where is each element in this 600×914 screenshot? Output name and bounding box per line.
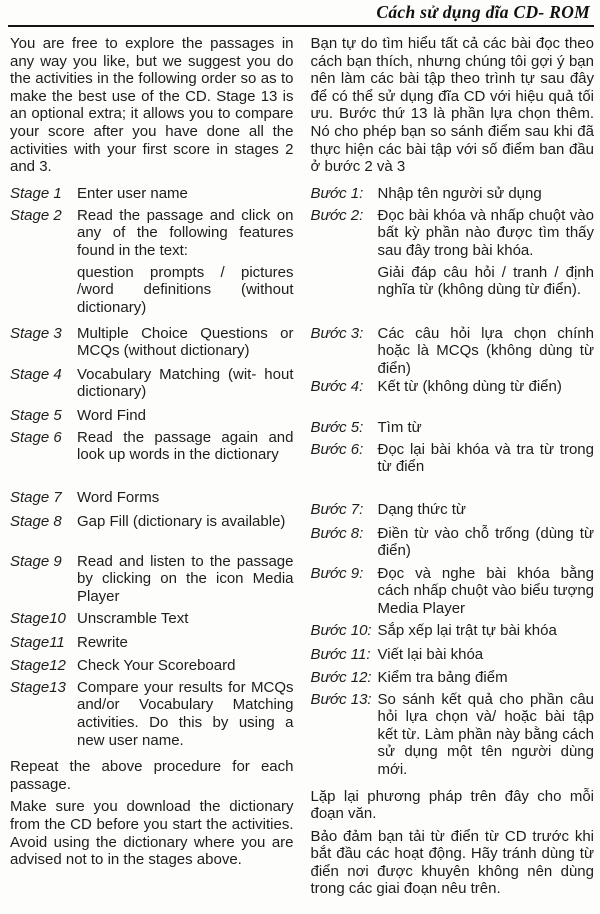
step-text: Nhập tên người sử dụng <box>377 184 542 202</box>
stage-label: Stage11 <box>10 633 65 651</box>
stage-text: Read the passage and click on any of the following features found in the text: <box>77 206 294 259</box>
english-intro-paragraph: You are free to explore the passages in any way you like, but we suggest you do the activities in the following order so as to make the best use of the CD. Stage 13 is an optional extra; it allows you to compare your score after you have done all the activities with your first score in stages 2 and 3. <box>10 35 294 176</box>
stage-label: Stage 6 <box>10 428 62 446</box>
right-column-vietnamese <box>311 35 595 903</box>
step-label: Bước 1: <box>310 184 364 202</box>
step-item <box>311 325 595 378</box>
stage-item <box>10 407 294 429</box>
step-label: Bước 6: <box>310 440 364 458</box>
stage-item <box>10 429 294 489</box>
stage-label: Stage 1 <box>10 184 62 202</box>
stage-text: Multiple Choice Questions or MCQs (without dictionary) <box>77 324 294 360</box>
step-label: Bước 2: <box>310 206 364 224</box>
stage-text: Word Forms <box>77 488 160 506</box>
stage-item <box>10 679 294 749</box>
stage-label: Stage13 <box>10 678 66 696</box>
stage-item <box>10 513 294 553</box>
step-item <box>311 378 595 419</box>
vietnamese-intro-paragraph: Bạn tự do tìm hiểu tất cả các bài đọc theo cách bạn thích, nhưng chúng tôi gợi ý bạn nên làm các bài tập theo trình tự sau đây để có thể sử dụng đĩa CD với hiệu quả tối ưu. Bước thứ 13 là phần lựa chọn thêm. Nó cho phép bạn so sánh điểm sau khi đã thực hiện các bài tập với số điểm ban đầu ở bước 2 và 3 <box>310 35 594 176</box>
step-text: Đọc lại bài khóa và tra từ trong từ điển <box>377 440 594 476</box>
step-text: Sắp xếp lại trật tự bài khóa <box>377 621 557 639</box>
step-label: Bước 3: <box>310 324 364 342</box>
step-text: Tìm từ <box>377 418 422 436</box>
step-text: Dạng thức từ <box>377 500 466 518</box>
step-label: Bước 11: <box>310 645 371 663</box>
stage-label: Stage12 <box>10 656 66 674</box>
stage-text: Rewrite <box>77 633 128 651</box>
step-item <box>311 525 595 565</box>
step-label: Bước 8: <box>310 524 364 542</box>
footer-paragraph: Make sure you download the dictionary from the CD before you start the activities. Avoid using the dictionary where you are advised not to in the stages above. <box>10 798 294 869</box>
step-item <box>311 565 595 622</box>
stage-item <box>10 489 294 513</box>
step-item <box>311 669 595 691</box>
step-item <box>311 441 595 501</box>
step-text: Kiểm tra bảng điểm <box>377 668 508 686</box>
step-text: Kết từ (không dùng từ điển) <box>377 377 562 395</box>
stage-item <box>10 657 294 679</box>
step-item <box>311 622 595 646</box>
step-item <box>311 185 595 207</box>
stage-text: Check Your Scoreboard <box>77 656 236 674</box>
footer-paragraph: Lặp lại phương pháp trên đây cho mỗi đoạn văn. <box>310 787 594 823</box>
stage-item <box>10 366 294 407</box>
stage-item <box>10 185 294 207</box>
step-text: Đọc bài khóa và nhấp chuột vào bất kỳ phần nào được tìm thấy sau đây trong bài khóa. <box>377 206 594 259</box>
step-text: So sánh kết quả cho phần câu hỏi lựa chọn và/ hoặc bài tập kết từ. Làm phần này bằng cách sử dụng một tên người dùng mới. <box>377 690 594 778</box>
step-label: Bước 9: <box>310 564 364 582</box>
header-divider <box>8 25 594 27</box>
stage-text: Read and listen to the passage by clicking on the icon Media Player <box>77 552 294 605</box>
stage-label: Stage 7 <box>10 488 62 506</box>
page-header <box>10 2 594 27</box>
step-label: Bước 12: <box>310 668 372 686</box>
stage-item <box>10 325 294 366</box>
stage-text: Word Find <box>77 406 146 424</box>
footer-paragraph: Bảo đảm bạn tải từ điển từ CD trước khi bắt đầu các hoạt động. Hãy tránh dùng từ điển nơi được khuyên không nên dùng trong các giai đoạn nêu trên. <box>310 827 594 898</box>
stage-label: Stage 4 <box>10 365 62 383</box>
stage-text: Vocabulary Matching (wit- hout dictionary) <box>77 365 294 401</box>
page-title: Cách sử dụng dĩa CD- ROM <box>376 2 590 22</box>
vietnamese-footer <box>311 788 595 899</box>
stage-item <box>10 610 294 634</box>
footer-paragraph: Repeat the above procedure for each passage. <box>10 758 294 793</box>
stage-item <box>10 634 294 657</box>
step-label: Bước 5: <box>310 418 364 436</box>
step-label: Bước 4: <box>310 377 364 395</box>
stage-label: Stage 2 <box>10 206 62 224</box>
step-item <box>311 646 595 669</box>
stage-text-block <box>77 207 294 317</box>
stage-item <box>10 553 294 610</box>
step-label: Bước 10: <box>310 621 372 639</box>
stage-text: Unscramble Text <box>77 609 189 627</box>
stage-label: Stage 3 <box>10 324 62 342</box>
step-label: Bước 13: <box>310 690 372 708</box>
step-text-block <box>378 207 595 299</box>
stage-label: Stage 8 <box>10 512 62 530</box>
step-text: Điền từ vào chỗ trống (dùng từ điển) <box>377 524 594 560</box>
step-item <box>311 419 595 441</box>
stage-subtext: question prompts / pictures /word definitions (without dictionary) <box>77 263 294 316</box>
stage-item <box>10 207 294 325</box>
stage-label: Stage 5 <box>10 406 62 424</box>
step-item <box>311 501 595 525</box>
stage-text: Gap Fill (dictionary is available) <box>77 512 286 530</box>
english-footer <box>10 758 294 869</box>
stage-text: Compare your results for MCQs and/or Vocabulary Matching activities. Do this by using a new user name. <box>77 678 294 749</box>
stage-label: Stage 9 <box>10 552 62 570</box>
two-column-layout <box>10 31 594 903</box>
step-text: Các câu hỏi lựa chọn chính hoặc là MCQs (không dùng từ điển) <box>377 324 594 377</box>
step-label: Bước 7: <box>310 500 364 518</box>
step-text: Đọc và nghe bài khóa bằng cách nhấp chuột vào biểu tượng Media Player <box>377 564 594 617</box>
step-item <box>311 691 595 779</box>
stage-label: Stage10 <box>10 609 66 627</box>
step-text: Viết lại bài khóa <box>377 645 484 663</box>
step-item <box>311 207 595 325</box>
step-subtext: Giải đáp câu hỏi / tranh / định nghĩa từ (không dùng từ điển). <box>377 263 594 299</box>
left-column-english <box>10 35 294 903</box>
stage-text: Enter user name <box>77 184 188 202</box>
stage-text: Read the passage again and look up words in the dictionary <box>77 428 294 464</box>
